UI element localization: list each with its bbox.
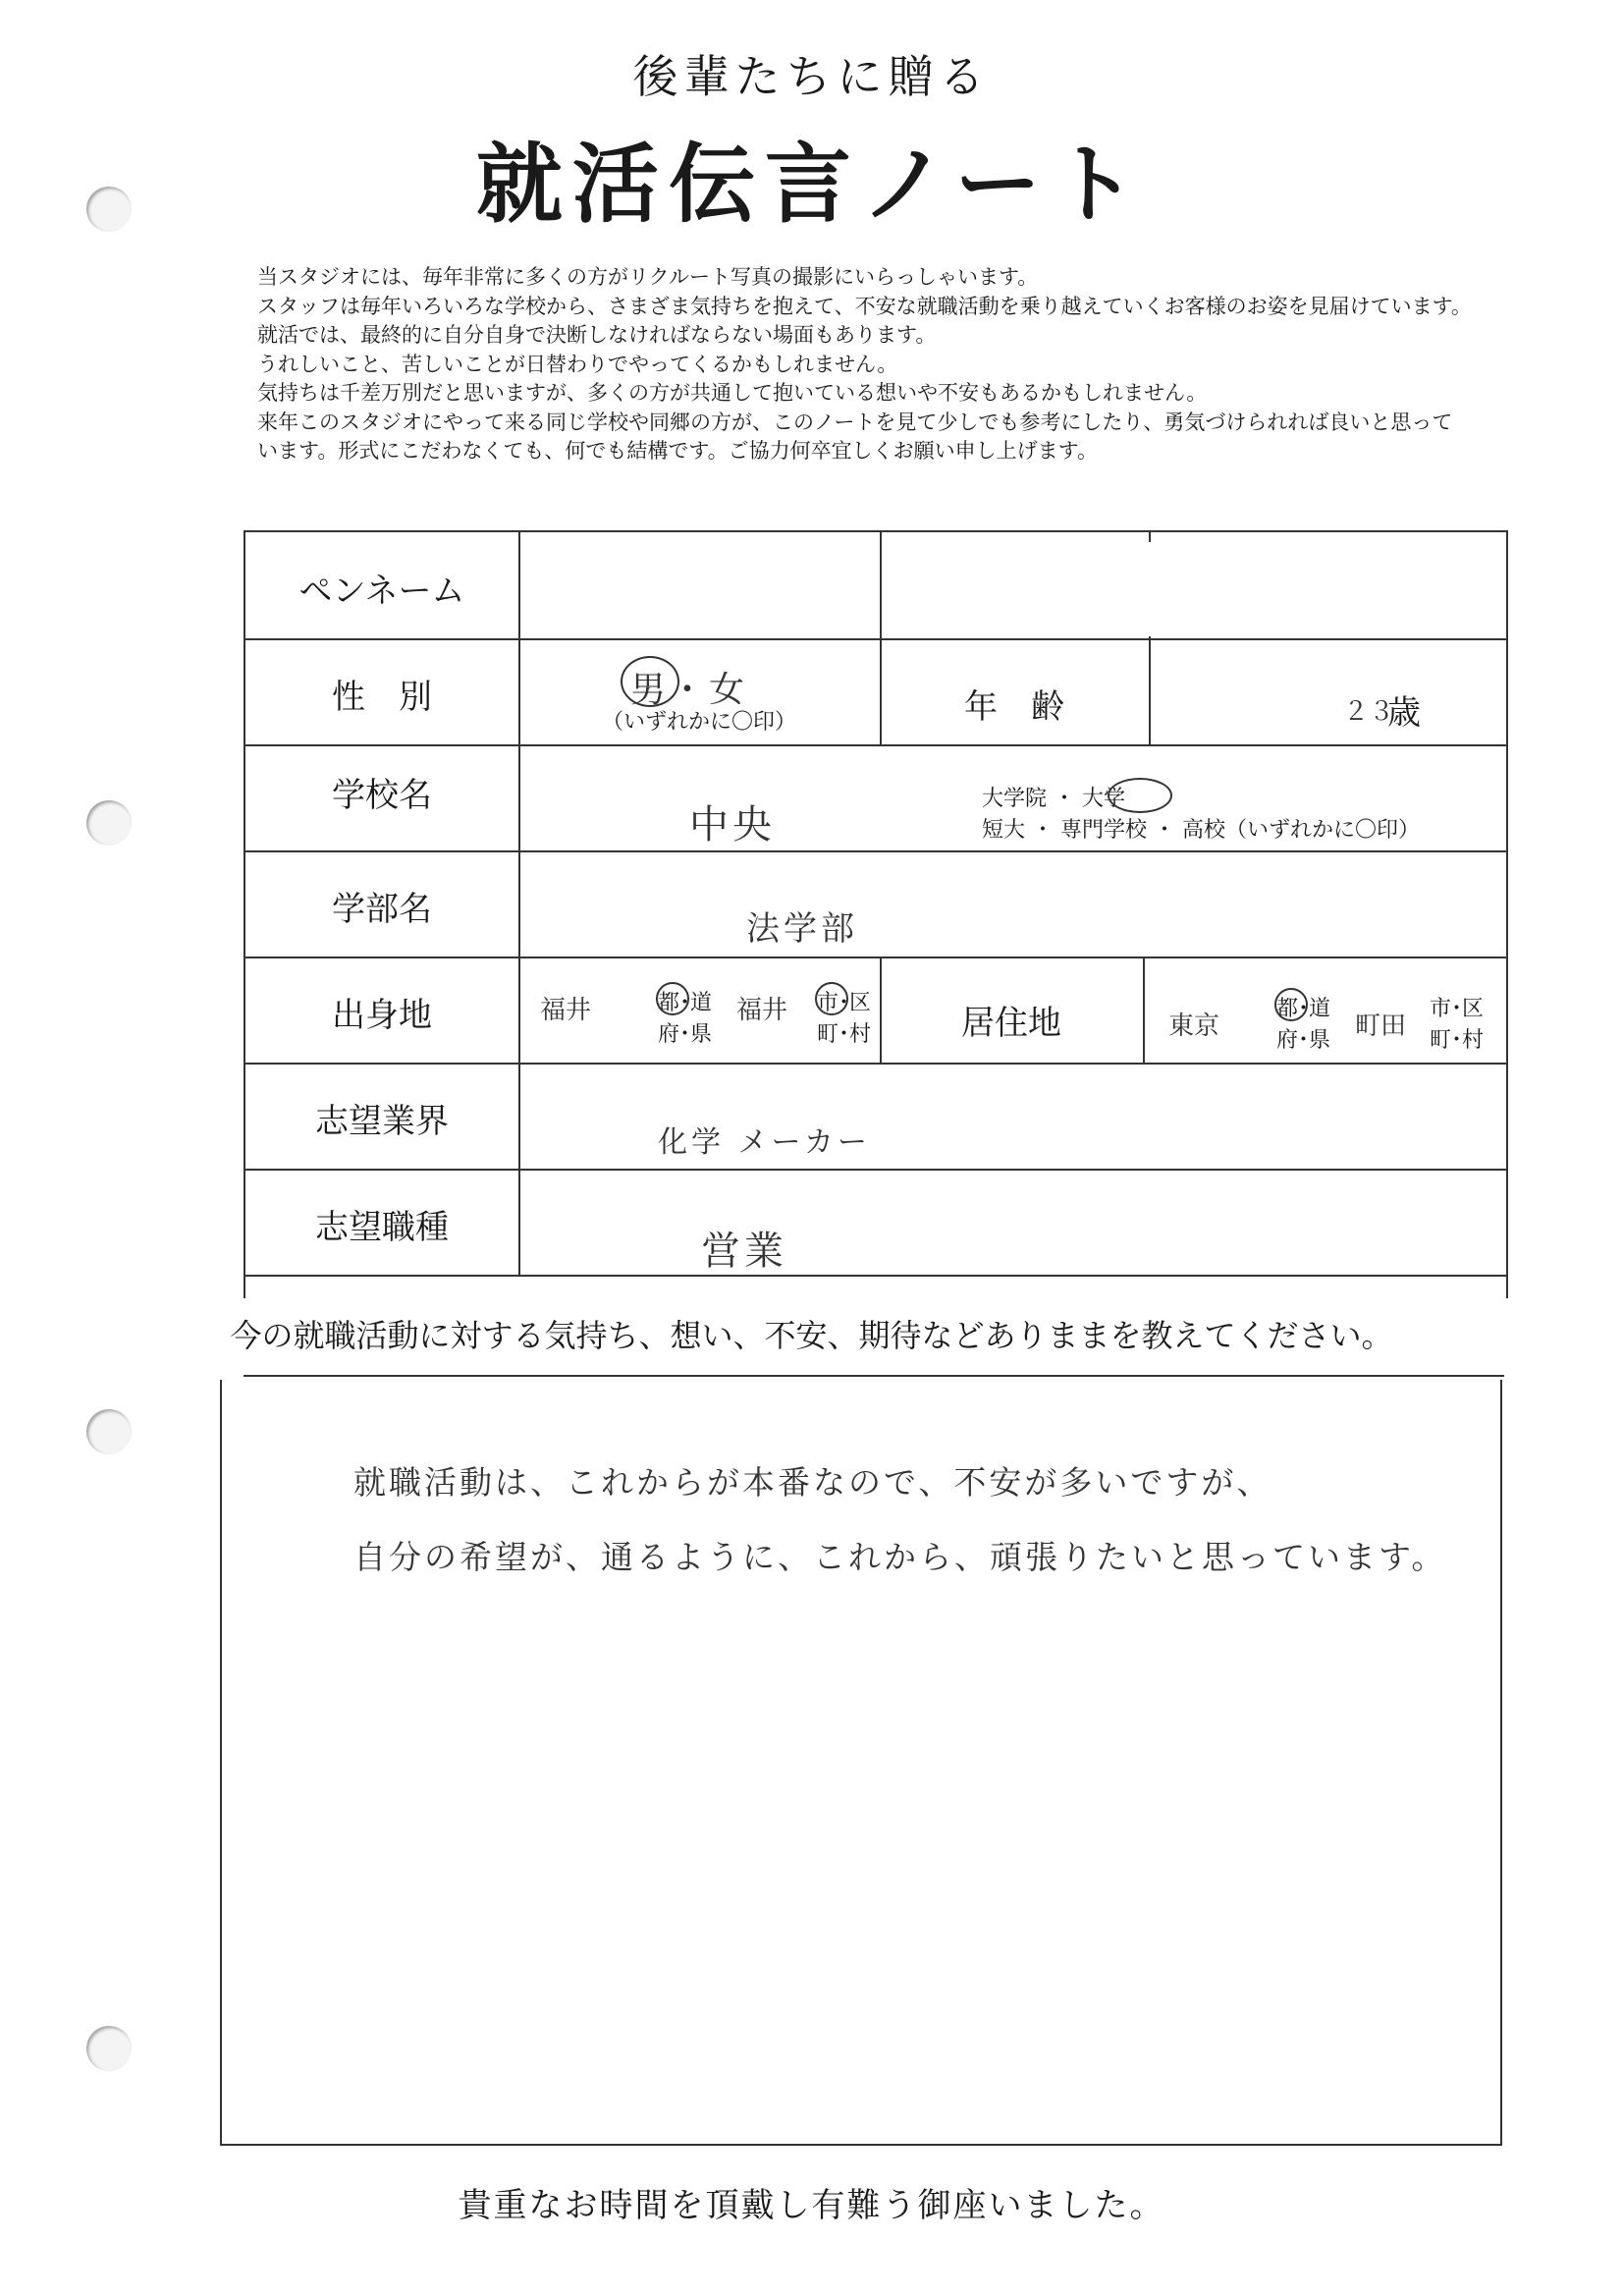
intro-line: 来年このスタジオにやって来る同じ学校や同郷の方が、このノートを見て少しでも参考にしたり、勇気づけられれば良いと思って	[257, 410, 1453, 434]
hometown-prefecture-unit: 都･道	[658, 991, 713, 1015]
school-type-selection-circle	[1108, 778, 1172, 813]
gender-options: 男・女	[630, 670, 749, 710]
residence-prefecture-circle	[1274, 988, 1308, 1021]
intro-line: うれしいこと、苦しいことが日替わりでやってくるかもしれません。	[257, 352, 898, 376]
industry-label: 志望業界	[315, 1102, 449, 1141]
intro-line: います。形式にこだわなくても、何でも結構です。ご協力何卒宜しくお願い申し上げます。	[257, 439, 1098, 463]
gender-selection-circle	[621, 656, 679, 707]
school-value: 中央	[689, 802, 776, 847]
redacted-area	[882, 542, 1504, 636]
row-divider	[245, 1063, 1506, 1065]
faculty-label: 学部名	[332, 890, 432, 929]
answer-line: 就職活動は、これからが本番なので、不安が多いですが、	[353, 1463, 1272, 1502]
age-unit: 歳	[1387, 693, 1421, 733]
binder-hole-2	[86, 800, 132, 846]
residence-city-unit: 市･区	[1430, 997, 1485, 1021]
intro-text	[257, 263, 1593, 466]
intro-line: 当スタジオには、毎年非常に多くの方がリクルート写真の撮影にいらっしゃいます。	[257, 265, 1039, 289]
thank-you-message: 貴重なお時間を頂戴し有難う御座いました。	[458, 2186, 1165, 2225]
residence-prefecture-unit-2: 府･県	[1276, 1028, 1331, 1053]
page-subtitle: 後輩たちに贈る	[632, 50, 991, 103]
faculty-value: 法学部	[746, 909, 858, 949]
row-divider	[245, 638, 1506, 640]
residence-label: 居住地	[961, 1004, 1061, 1043]
column-divider	[1143, 957, 1145, 1063]
hometown-prefecture-unit-2: 府･県	[658, 1022, 713, 1047]
hometown-prefecture-circle	[656, 982, 689, 1015]
row-divider	[245, 744, 1506, 746]
hometown-label: 出身地	[332, 996, 432, 1035]
row-divider	[245, 850, 1506, 852]
hometown-city-value: 福井	[736, 996, 788, 1025]
gender-label: 性 別	[332, 678, 432, 717]
school-label: 学校名	[332, 776, 432, 815]
age-label: 年 齢	[964, 687, 1064, 727]
age-value: ２３	[1343, 697, 1395, 727]
intro-line: 就活では、最終的に自分自身で決断しなければならない場面もあります。	[257, 323, 937, 347]
hometown-city-unit: 市･区	[817, 991, 872, 1015]
residence-prefecture-value: 東京	[1168, 1011, 1220, 1041]
residence-city-value: 町田	[1355, 1011, 1407, 1041]
job-value: 営業	[701, 1229, 787, 1274]
answer-line: 自分の希望が、通るように、これから、頑張りたいと思っています。	[353, 1538, 1447, 1576]
hometown-prefecture-value: 福井	[540, 996, 592, 1025]
job-label: 志望職種	[315, 1208, 449, 1247]
residence-prefecture-unit: 都･道	[1276, 997, 1331, 1021]
profile-form	[243, 530, 1508, 1298]
intro-line: 気持ちは千差万別だと思いますが、多くの方が共通して抱いている想いや不安もあるかもしれません。	[257, 381, 1208, 405]
pen-name-label: ペンネーム	[298, 572, 465, 611]
label-column-divider	[518, 532, 520, 1275]
question-text: 今の就職活動に対する気持ち、想い、不安、期待などありままを教えてください。	[230, 1317, 1393, 1354]
hometown-city-circle	[815, 982, 848, 1015]
school-type-options: 大学院 ・ 大学	[982, 787, 1125, 811]
intro-line: スタッフは毎年いろいろな学校から、さまざま気持ちを抱えて、不安な就職活動を乗り越えていくお客様のお姿を見届けています。	[257, 294, 1472, 318]
page-title: 就活伝言ノート	[475, 134, 1148, 235]
row-divider	[245, 1275, 1506, 1277]
school-type-options-2: 短大 ・ 専門学校 ・ 高校（いずれかに〇印）	[982, 818, 1420, 843]
binder-hole-4	[86, 2026, 132, 2071]
hometown-city-unit-2: 町･村	[817, 1022, 872, 1047]
binder-hole-3	[86, 1409, 132, 1454]
row-divider	[245, 1169, 1506, 1171]
industry-value: 化学 メーカー	[658, 1125, 871, 1160]
residence-city-unit-2: 町･村	[1430, 1028, 1485, 1053]
gender-note: （いずれかに〇印）	[601, 710, 796, 735]
row-divider	[245, 957, 1506, 958]
question-divider	[243, 1375, 1504, 1377]
